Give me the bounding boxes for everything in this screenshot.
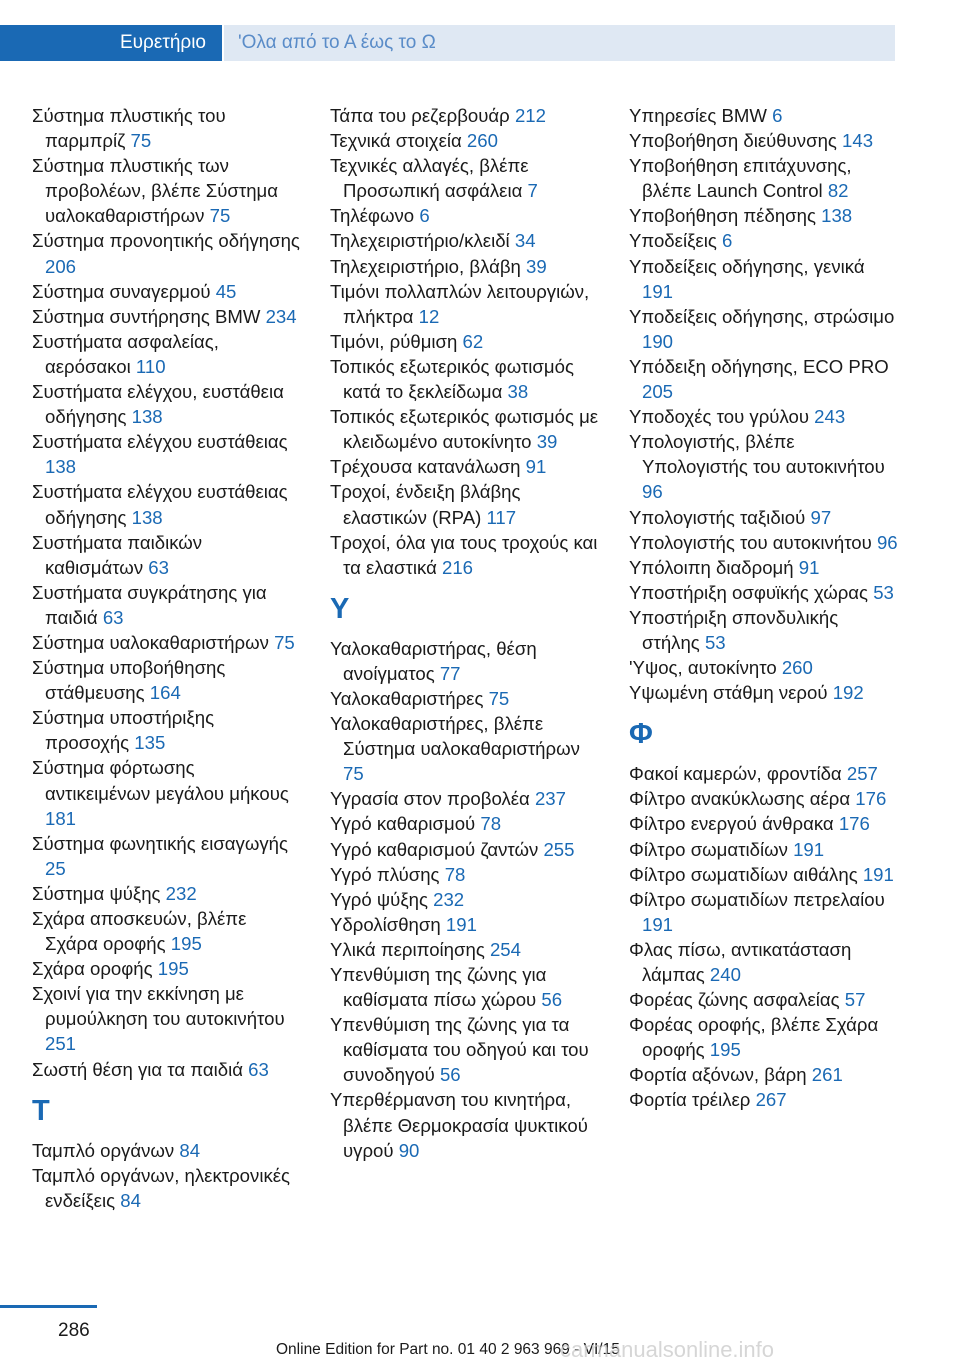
index-entry — [32, 479, 302, 529]
index-entry — [330, 636, 600, 686]
index-entry — [32, 530, 302, 580]
index-entry — [629, 103, 899, 128]
entry-term: Υπολογιστής ταξιδιού — [629, 506, 811, 528]
entry-term: Υποστήριξη οσφυϊκής χώρας — [629, 581, 874, 603]
page-link[interactable]: 260 — [781, 657, 813, 679]
entry-term: 'Υψος, αυτοκίνητο — [629, 657, 782, 679]
index-column-2 — [330, 103, 600, 1163]
entry-term: Τιμόνι πολλαπλών λειτουργιών, πλήκτρα — [330, 280, 590, 327]
entry-term: Σύστημα υποστήριξης προσοχής — [32, 707, 215, 754]
entry-term: Σύστημα ψύξης — [32, 882, 166, 904]
page-link[interactable]: 91 — [798, 556, 820, 578]
page-link[interactable]: 190 — [642, 330, 674, 352]
index-entry — [32, 329, 302, 379]
entry-term: Υπόλοιπη διαδρομή — [629, 556, 799, 578]
entry-term: Σύστημα συντήρησης BMW — [32, 305, 266, 327]
entry-term: Υγρό καθαρισμού — [330, 813, 481, 835]
page-link[interactable]: 138 — [45, 456, 77, 478]
index-entry — [629, 555, 899, 580]
page-link[interactable]: 261 — [811, 1064, 843, 1086]
page-link[interactable]: 34 — [514, 230, 536, 252]
page-link[interactable]: 138 — [131, 506, 163, 528]
index-entry — [330, 862, 600, 887]
index-entry — [629, 887, 899, 937]
index-entry — [32, 981, 302, 1056]
page-link[interactable]: 257 — [846, 763, 878, 785]
entry-term: Τηλέφωνο — [330, 205, 420, 227]
entry-term: Υαλοκαθαριστήρες, βλέπε Σύστημα υαλοκαθαριστήρων — [330, 713, 580, 760]
entry-term: Σύστημα πλυστικής των προβολέων, βλέπε Σύστημα υαλοκαθαριστήρων — [32, 155, 279, 227]
page-link[interactable]: 176 — [855, 788, 887, 810]
entry-term: Σωστή θέση για τα παιδιά — [32, 1058, 249, 1080]
page-link[interactable]: 206 — [45, 255, 77, 277]
index-entry — [629, 680, 899, 705]
index-entry — [330, 329, 600, 354]
page-link[interactable]: 84 — [179, 1139, 201, 1161]
index-entry — [330, 254, 600, 279]
index-column-3 — [629, 103, 899, 1113]
index-entry — [32, 153, 302, 228]
page-link[interactable]: 75 — [274, 631, 295, 653]
page-link[interactable]: 240 — [709, 964, 741, 985]
entry-term: Υψωμένη στάθμη νερού — [629, 682, 833, 704]
index-entry — [629, 786, 899, 811]
entry-term: Υπηρεσίες BMW — [629, 105, 773, 126]
index-entry — [330, 962, 600, 1012]
index-entry — [330, 354, 600, 404]
page-link[interactable]: 62 — [462, 330, 484, 352]
entry-term: Συστήματα παιδικών καθισμάτων — [32, 531, 203, 578]
page-link[interactable]: 176 — [838, 813, 870, 835]
page-link[interactable]: 138 — [821, 205, 853, 227]
entry-term: Υγρό πλύσης — [330, 863, 445, 885]
index-entry — [32, 103, 302, 153]
page-link[interactable]: 82 — [827, 180, 849, 202]
index-entry — [629, 937, 899, 987]
tab-index[interactable] — [0, 25, 222, 61]
entry-term: Τηλεχειριστήριο/κλειδί — [330, 230, 515, 252]
index-entry — [32, 379, 302, 429]
edition-note: Online Edition for Part no. 01 40 2 963 969 - VI/15 — [276, 1341, 620, 1358]
index-entry — [330, 1012, 600, 1087]
index-entry — [32, 956, 302, 981]
page-link[interactable]: 63 — [248, 1058, 269, 1080]
page-link[interactable]: 97 — [810, 506, 832, 528]
page-link[interactable]: 191 — [642, 280, 674, 302]
entry-term: Φίλτρο ενεργού άνθρακα — [629, 813, 839, 835]
entry-term: Συστήματα ασφαλείας, αερόσακοι — [32, 330, 219, 377]
entry-term: Υπολογιστής, βλέπε Υπολογιστής του αυτοκινήτου — [629, 431, 885, 478]
index-entry — [330, 686, 600, 711]
index-entry — [629, 304, 899, 354]
page-link[interactable]: 75 — [209, 205, 231, 227]
entry-term: Τροχοί, όλα για τους τροχούς και τα ελαστικά — [330, 531, 598, 578]
page-link[interactable]: 96 — [876, 531, 898, 553]
page-link[interactable]: 205 — [642, 381, 674, 403]
page-link[interactable]: 77 — [439, 662, 461, 684]
index-entry — [629, 580, 899, 605]
page-link[interactable]: 53 — [704, 631, 726, 653]
index-entry — [629, 1087, 899, 1112]
index-entry — [330, 1087, 600, 1162]
page-link[interactable]: 192 — [832, 682, 864, 704]
entry-term: Συστήματα ελέγχου ευστάθειας οδήγησης — [32, 481, 288, 528]
page-link[interactable]: 237 — [534, 788, 566, 810]
entry-term: Υαλοκαθαριστήρες — [330, 687, 489, 709]
index-entry — [32, 831, 302, 881]
entry-term: Υγρασία στον προβολέα — [330, 788, 535, 810]
entry-term: Σύστημα πλυστικής του παρμπρίζ — [32, 105, 226, 152]
page-link[interactable]: 191 — [642, 913, 674, 935]
index-entry — [629, 254, 899, 304]
page-link[interactable]: 195 — [170, 933, 202, 955]
entry-term: Φίλτρο ανακύκλωσης αέρα — [629, 788, 856, 810]
header-tab-bar — [0, 25, 895, 61]
index-entry — [32, 228, 302, 278]
entry-term: Υποδείξεις οδήγησης, γενικά — [629, 255, 865, 277]
index-entry — [629, 1012, 899, 1062]
section-letter: Φ — [629, 718, 653, 751]
page-link[interactable]: 135 — [134, 732, 166, 754]
page-link[interactable]: 243 — [814, 406, 846, 428]
page-link[interactable]: 6 — [721, 230, 733, 252]
index-entry — [32, 1057, 302, 1082]
tab-a-to-z-label: 'Ολα από το Α έως το Ω — [238, 32, 436, 53]
entry-term: Τοπικός εξωτερικός φωτισμός με κλειδωμένο αυτοκίνητο — [330, 406, 599, 453]
index-entry — [330, 811, 600, 836]
entry-term: Φίλτρο σωματιδίων αιθάλης — [629, 863, 863, 885]
page-link[interactable]: 232 — [165, 882, 197, 904]
entry-term: Φορέας οροφής, βλέπε Σχάρα οροφής — [629, 1014, 879, 1061]
entry-term: Τάπα του ρεζερβουάρ — [330, 105, 515, 126]
entry-term: Υπολογιστής του αυτοκινήτου — [629, 531, 877, 553]
page-number: 286 — [58, 1320, 90, 1341]
page-link[interactable]: 255 — [543, 838, 575, 860]
index-entry — [32, 580, 302, 630]
index-entry — [330, 887, 600, 912]
entry-term: Σύστημα υαλοκαθαριστήρων — [32, 631, 275, 653]
entry-term: Υδρολίσθηση — [330, 913, 446, 935]
index-entry — [330, 837, 600, 862]
entry-term: Φίλτρο σωματιδίων — [629, 838, 794, 860]
page-link[interactable]: 39 — [526, 255, 547, 277]
entry-term: Συστήματα ελέγχου ευστάθειας — [32, 431, 288, 453]
entry-term: Υποδείξεις οδήγησης, στρώσιμο — [629, 305, 895, 327]
page-link[interactable]: 110 — [135, 355, 166, 377]
entry-term: Τεχνικά στοιχεία — [330, 130, 467, 152]
entry-term: Υγρό καθαρισμού ζαντών — [330, 838, 544, 860]
index-column-1 — [32, 103, 302, 1213]
page-link[interactable]: 138 — [131, 406, 163, 428]
entry-term: Σύστημα υποβοήθησης στάθμευσης — [32, 657, 226, 704]
index-entry — [629, 761, 899, 786]
entry-term: Φορέας ζώνης ασφαλείας — [629, 989, 845, 1011]
index-entry — [330, 404, 600, 454]
page-link[interactable]: 181 — [45, 807, 77, 829]
page-link[interactable]: 90 — [398, 1139, 420, 1161]
entry-term: Υποδοχές του γρύλου — [629, 406, 815, 428]
entry-term: Σύστημα φωνητικής εισαγωγής — [32, 832, 288, 854]
index-entry — [629, 153, 899, 203]
entry-term: Υποστήριξη σπονδυλικής στήλης — [629, 606, 839, 653]
index-entry — [330, 530, 600, 580]
page-link[interactable]: 7 — [527, 180, 538, 202]
page-link[interactable]: 232 — [433, 888, 465, 910]
footer-accent-line — [0, 1305, 97, 1308]
index-entry — [330, 203, 600, 228]
tab-index-label: Ευρετήριο — [119, 32, 206, 53]
page-link[interactable]: 39 — [536, 431, 558, 453]
page-link[interactable]: 78 — [480, 813, 502, 835]
entry-term: Τροχοί, ένδειξη βλάβης ελαστικών (RPA) — [330, 481, 521, 528]
entry-term: Υαλοκαθαριστήρας, θέση ανοίγματος — [330, 637, 537, 684]
entry-term: Σύστημα φόρτωσης αντικειμένων μεγάλου μήκους — [32, 757, 289, 804]
index-entry — [330, 153, 600, 203]
page-link[interactable]: 75 — [130, 130, 152, 152]
page-link[interactable]: 234 — [265, 305, 297, 327]
index-entry — [32, 906, 302, 956]
page-link[interactable]: 254 — [489, 938, 521, 960]
index-entry — [629, 203, 899, 228]
entry-term: Σχοινί για την εκκίνηση με ρυμούλκηση του αυτοκινήτου — [32, 983, 285, 1030]
entry-term: Φακοί καμερών, φροντίδα — [629, 763, 847, 785]
index-entry — [330, 711, 600, 786]
page-link[interactable]: 267 — [755, 1089, 787, 1111]
page-link[interactable]: 191 — [862, 863, 894, 885]
page-link[interactable]: 12 — [418, 305, 440, 327]
page-link[interactable]: 25 — [45, 857, 66, 879]
page-link[interactable]: 56 — [439, 1064, 461, 1086]
entry-term: Σχάρα οροφής — [32, 958, 158, 980]
index-entry — [330, 786, 600, 811]
page-link[interactable]: 63 — [148, 556, 169, 578]
entry-term: Υπενθύμιση της ζώνης για καθίσματα πίσω χώρου — [330, 964, 547, 1011]
index-entry — [629, 987, 899, 1012]
index-entry — [330, 279, 600, 329]
entry-term: Υλικά περιποίησης — [330, 938, 490, 960]
section-letter: Υ — [330, 592, 350, 625]
entry-term: Συστήματα συγκράτησης για παιδιά — [32, 581, 267, 628]
index-entry — [330, 454, 600, 479]
entry-term: Σύστημα προνοητικής οδήγησης — [32, 230, 300, 252]
page-link[interactable]: 216 — [442, 556, 474, 578]
page-link[interactable]: 212 — [514, 105, 546, 126]
page-link[interactable]: 191 — [445, 913, 477, 935]
page-link[interactable]: 53 — [873, 581, 894, 603]
entry-term: Σχάρα αποσκευών, βλέπε Σχάρα οροφής — [32, 908, 247, 955]
page-link[interactable]: 84 — [120, 1189, 141, 1211]
page-link[interactable]: 57 — [844, 989, 866, 1011]
index-entry — [32, 655, 302, 705]
entry-term: Υπόδειξη οδήγησης, ECO PRO — [629, 355, 889, 377]
page-link[interactable]: 6 — [419, 205, 430, 227]
index-entry — [330, 912, 600, 937]
entry-term: Φίλτρο σωματιδίων πετρελαίου — [629, 888, 885, 910]
watermark: carmanualsonline.info — [560, 1337, 775, 1362]
index-entry — [32, 1138, 302, 1163]
index-entry — [629, 404, 899, 429]
index-entry — [629, 605, 899, 655]
page-link[interactable]: 56 — [541, 989, 563, 1011]
index-entry — [629, 505, 899, 530]
page-link[interactable]: 191 — [793, 838, 825, 860]
page-link[interactable]: 63 — [102, 606, 124, 628]
entry-term: Υγρό ψύξης — [330, 888, 434, 910]
entry-term: Τηλεχειριστήριο, βλάβη — [330, 255, 527, 277]
entry-term: Υποβοήθηση επιτάχυνσης, βλέπε Launch Control — [629, 155, 852, 202]
index-entry — [330, 479, 600, 529]
entry-term: Ταμπλό οργάνων, ηλεκτρονικές ενδείξεις — [32, 1164, 290, 1211]
page-link[interactable]: 96 — [642, 481, 663, 503]
page-link[interactable]: 143 — [842, 130, 874, 152]
index-entry — [629, 811, 899, 836]
index-entry — [330, 937, 600, 962]
entry-term: Φορτία τρέιλερ — [629, 1089, 756, 1111]
entry-term: Υποβοήθηση διεύθυνσης — [629, 130, 843, 152]
page-link[interactable]: 75 — [488, 687, 510, 709]
entry-term: Τιμόνι, ρύθμιση — [330, 330, 463, 352]
tab-a-to-z[interactable] — [224, 25, 895, 61]
page-link[interactable]: 45 — [215, 280, 237, 302]
index-entry — [330, 228, 600, 253]
entry-term: Υποβοήθηση πέδησης — [629, 205, 822, 227]
section-letter: Τ — [32, 1094, 50, 1127]
index-entry — [32, 881, 302, 906]
page-link[interactable]: 195 — [157, 958, 189, 980]
entry-term: Ταμπλό οργάνων — [32, 1139, 180, 1161]
page-link[interactable]: 75 — [343, 763, 364, 785]
index-entry — [32, 279, 302, 304]
entry-term: Υπερθέρμανση του κινητήρα, βλέπε Θερμοκρασία ψυκτικού υγρού — [330, 1089, 588, 1161]
index-entry — [629, 862, 899, 887]
index-entry — [629, 1062, 899, 1087]
entry-term: Υπενθύμιση της ζώνης για τα καθίσματα του οδηγού και του συνοδηγού — [330, 1014, 589, 1086]
index-entry — [32, 1163, 302, 1213]
page-link[interactable]: 117 — [486, 506, 517, 528]
index-entry — [32, 304, 302, 329]
page-link[interactable]: 38 — [507, 381, 529, 403]
entry-term: Τρέχουσα κατανάλωση — [330, 456, 526, 478]
index-entry — [629, 655, 899, 680]
page-link[interactable]: 6 — [772, 105, 783, 126]
entry-term: Συστήματα ελέγχου, ευστάθεια οδήγησης — [32, 381, 284, 428]
index-entry — [629, 837, 899, 862]
page-link[interactable]: 164 — [149, 682, 181, 704]
index-entry — [32, 429, 302, 479]
entry-term: Υποδείξεις — [629, 230, 722, 252]
index-entry — [629, 354, 899, 404]
index-entry — [32, 755, 302, 830]
page-link[interactable]: 91 — [525, 456, 547, 478]
page-link[interactable]: 251 — [45, 1033, 77, 1055]
index-entry — [330, 103, 600, 128]
index-entry — [629, 128, 899, 153]
page-link[interactable]: 260 — [466, 130, 498, 152]
index-entry — [629, 429, 899, 504]
entry-term: Τεχνικές αλλαγές, βλέπε Προσωπική ασφάλεια — [330, 155, 529, 202]
entry-term: Σύστημα συναγερμού — [32, 280, 216, 302]
index-entry — [629, 228, 899, 253]
index-entry — [629, 530, 899, 555]
entry-term: Φλας πίσω, αντικατάσταση λάμπας — [629, 938, 852, 985]
index-entry — [32, 705, 302, 755]
index-entry — [330, 128, 600, 153]
entry-term: Φορτία αξόνων, βάρη — [629, 1064, 812, 1086]
page-link[interactable]: 78 — [444, 863, 466, 885]
page-link[interactable]: 195 — [709, 1039, 741, 1061]
index-entry — [32, 630, 302, 655]
entry-term: Τοπικός εξωτερικός φωτισμός κατά το ξεκλείδωμα — [330, 355, 574, 403]
